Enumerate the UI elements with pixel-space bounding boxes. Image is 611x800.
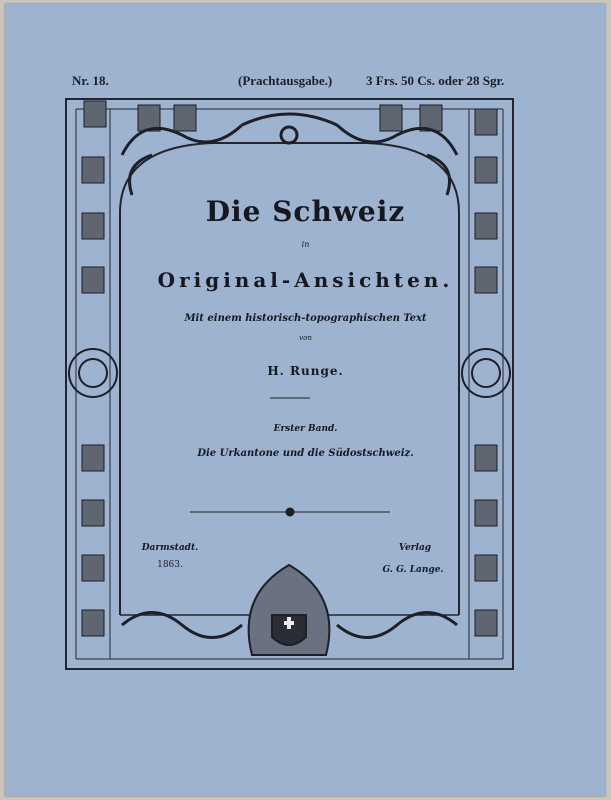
region-title: Die Urkantone und die Südostschweiz.: [197, 448, 414, 459]
ornamental-frame: [62, 95, 517, 673]
volume-label: Erster Band.: [273, 424, 338, 434]
imprint-place: Darmstadt.: [141, 543, 199, 553]
edition-label: (Prachtausgabe.): [238, 73, 333, 88]
issue-number: Nr. 18.: [72, 73, 109, 88]
author-name: H. Runge.: [267, 364, 344, 378]
imprint-year: 1863.: [157, 560, 183, 570]
verlag-label: Verlag: [398, 543, 432, 553]
price-label: 3 Frs. 50 Cs. oder 28 Sgr.: [366, 73, 505, 88]
title-in: in: [301, 240, 310, 249]
title-sub: Original-Ansichten.: [157, 268, 454, 292]
text-description: Mit einem historisch-topographischen Text: [184, 313, 427, 324]
publisher-name: G. G. Lange.: [382, 565, 444, 575]
title-main: Die Schweiz: [205, 195, 406, 228]
von-label: von: [299, 334, 312, 342]
